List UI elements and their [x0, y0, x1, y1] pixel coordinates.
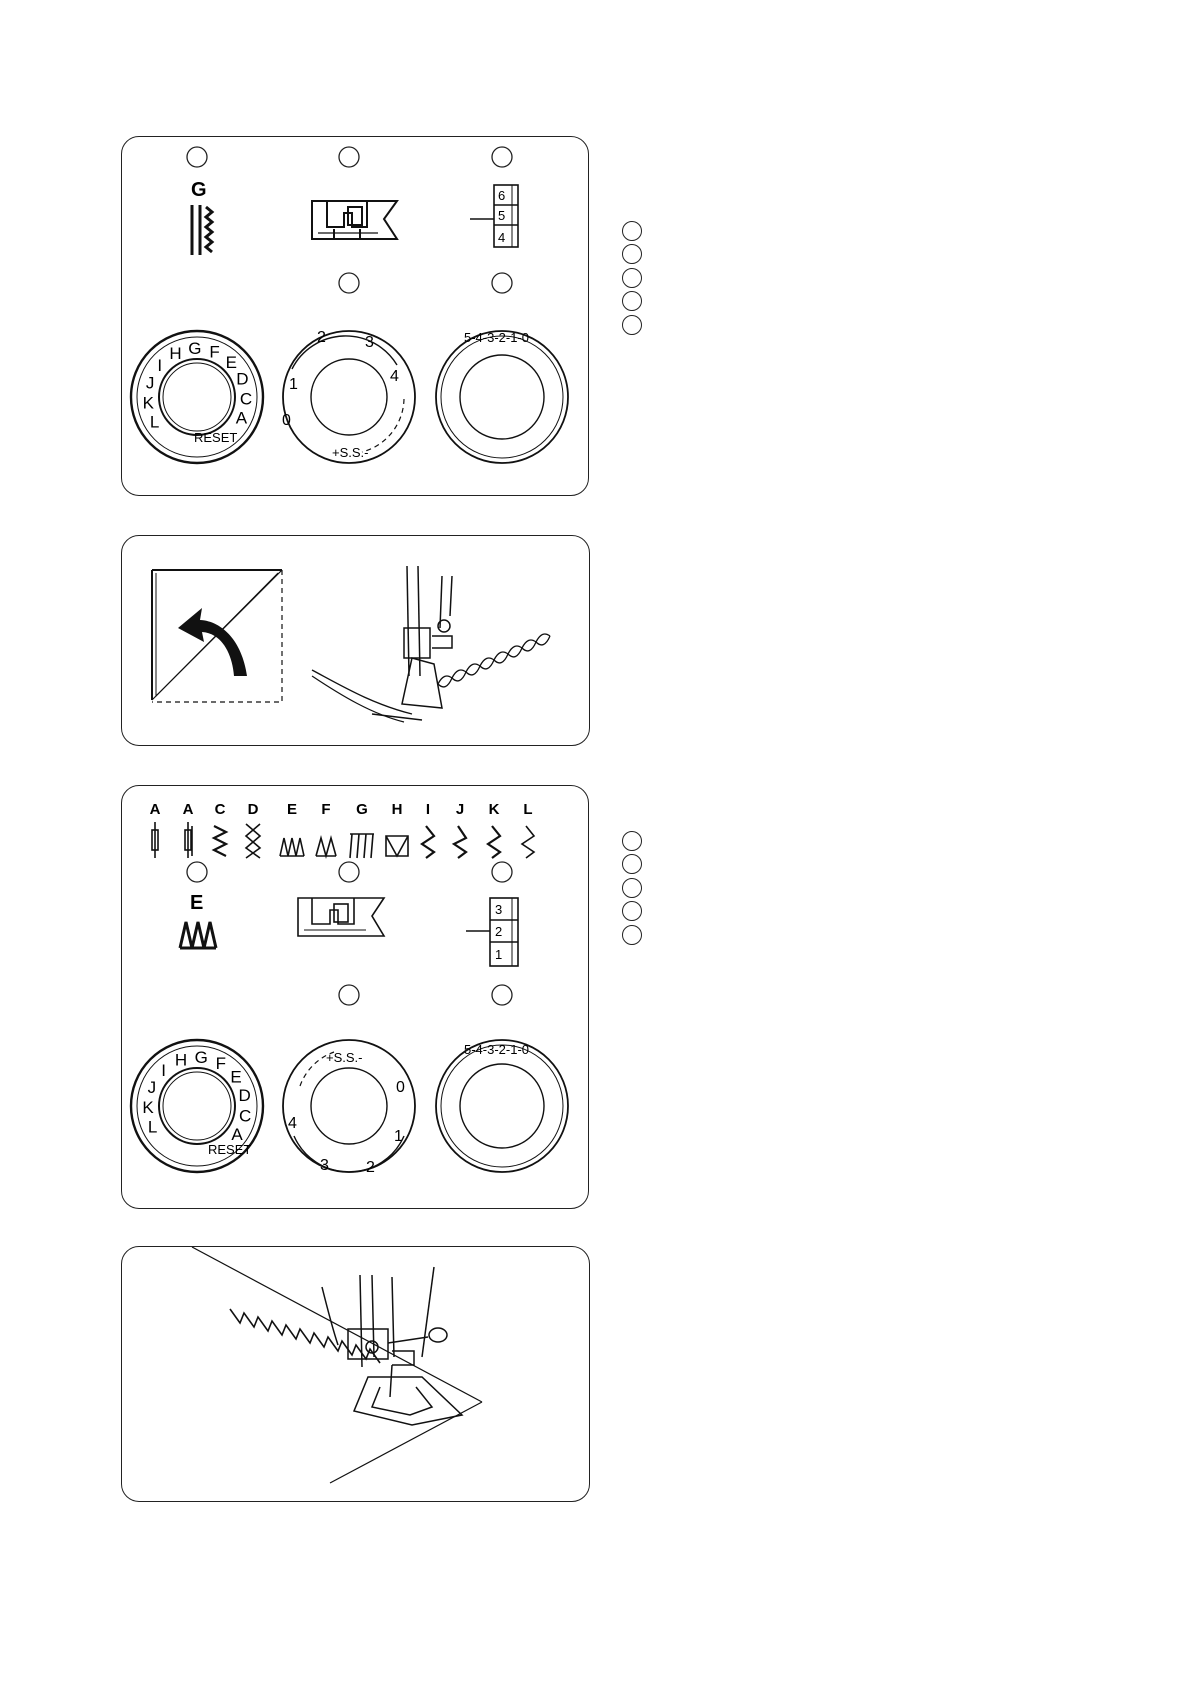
stitch-width-dial	[283, 331, 415, 463]
legend-circle	[622, 901, 642, 921]
callout-circle	[339, 862, 359, 882]
overlock-stitch-icon	[522, 826, 534, 858]
shell-stitch-icon	[280, 838, 304, 856]
pattern-dial-letter: H	[174, 1050, 188, 1070]
panel1-illustration	[122, 137, 590, 497]
width-mark: 2	[366, 1159, 375, 1176]
tension-scale-icon	[470, 185, 518, 247]
legend-circle	[622, 925, 642, 945]
stitch-icons-row	[152, 822, 534, 858]
stitch-letter: J	[455, 801, 465, 818]
pattern-dial-letter: L	[147, 1117, 158, 1137]
stitch-length-dial	[436, 331, 568, 463]
stitch-letter: I	[425, 801, 431, 818]
pattern-dial-letter: C	[238, 1106, 252, 1126]
legend-callouts-2	[622, 831, 642, 948]
legend-callouts-1	[622, 221, 642, 338]
presser-foot-sewing-icon	[312, 566, 452, 722]
pattern-dial-letter: I	[157, 356, 163, 376]
callout-circle	[339, 985, 359, 1005]
settings-panel-blindhem	[121, 136, 589, 496]
width-mark: 4	[390, 368, 399, 385]
tension-scale-icon	[466, 898, 518, 966]
width-mark: 2	[317, 329, 326, 346]
pattern-dial-letter: F	[215, 1054, 226, 1074]
panel3-illustration	[122, 786, 590, 1210]
stitch-letter: K	[488, 801, 500, 818]
shell-stitch-selected-icon	[180, 922, 216, 948]
selected-pattern-letter: G	[191, 179, 207, 201]
fold-direction-arrow-icon	[178, 608, 247, 676]
panel2-illustration	[122, 536, 591, 747]
callout-circle	[187, 147, 207, 167]
stitch-letter: D	[247, 801, 259, 818]
stitch-letter: H	[391, 801, 403, 818]
width-mark: 3	[320, 1157, 329, 1174]
pattern-dial-letter: G	[194, 1048, 208, 1068]
zigzag-stitch-icon	[214, 826, 226, 856]
straight-stitch-icon	[185, 822, 192, 858]
callout-circle	[339, 273, 359, 293]
legend-circle	[622, 244, 642, 264]
width-ss-label: +S.S.-	[326, 1050, 363, 1065]
legend-circle	[622, 221, 642, 241]
pattern-dial-letter: C	[239, 389, 253, 409]
stitch-letter: A	[149, 801, 161, 818]
legend-circle	[622, 831, 642, 851]
tension-mark: 2	[495, 924, 503, 939]
presser-foot-icon	[298, 898, 384, 936]
pattern-dial-letter: A	[231, 1125, 243, 1145]
stitch-letter: C	[214, 801, 226, 818]
callout-circle	[492, 273, 512, 293]
pattern-dial-reset: RESET	[208, 1142, 252, 1157]
panel4-illustration	[122, 1247, 591, 1503]
legend-circle	[622, 268, 642, 288]
stitch-letter-row	[150, 801, 533, 818]
callout-circle	[492, 985, 512, 1005]
pattern-dial-letter: D	[236, 369, 249, 389]
triangle-stitch-icon	[316, 838, 336, 856]
pattern-dial-letter: E	[225, 353, 237, 373]
callout-circle	[187, 862, 207, 882]
tension-mark: 4	[498, 230, 506, 245]
callout-circle	[492, 147, 512, 167]
tension-mark: 1	[495, 947, 503, 962]
pattern-dial-letter: E	[230, 1067, 242, 1087]
settings-panel-shell-tuck	[121, 785, 589, 1209]
length-scale-label: 5-4-3-2-1-0	[464, 330, 530, 345]
callout-circle	[339, 147, 359, 167]
presser-foot-icon	[312, 201, 397, 239]
length-scale-label: 5-4-3-2-1-0	[464, 1042, 530, 1057]
pattern-dial-letter: L	[149, 412, 160, 432]
feather-stitch-icon	[488, 826, 500, 858]
width-mark: 1	[289, 376, 298, 393]
legend-circle	[622, 878, 642, 898]
cross-stitch-icon	[246, 824, 260, 858]
tension-mark: 5	[498, 208, 506, 223]
box-stitch-icon	[386, 836, 408, 856]
pattern-dial-letter: H	[169, 344, 182, 363]
selected-pattern-letter: E	[190, 892, 204, 914]
pattern-dial-letter: K	[142, 1097, 154, 1117]
pattern-dial-letters	[143, 339, 253, 432]
pattern-dial-reset: RESET	[194, 430, 238, 445]
blindhem-stitch-icon	[350, 834, 374, 858]
pattern-dial-letter: G	[188, 339, 202, 358]
pattern-dial-letter: D	[238, 1086, 251, 1105]
blindhem-stitch-icon	[192, 205, 212, 255]
presser-foot-sewing-icon	[322, 1267, 462, 1425]
stitch-letter: G	[356, 801, 368, 818]
legend-circle	[622, 854, 642, 874]
stitch-letter: A	[182, 801, 194, 818]
width-mark: 1	[394, 1128, 403, 1145]
pattern-dial-letter: A	[235, 408, 248, 428]
tension-mark: 6	[498, 188, 506, 203]
pattern-dial-letter: J	[147, 1077, 157, 1097]
pattern-dial-letter: I	[161, 1061, 166, 1081]
pattern-dial-letters	[142, 1048, 251, 1144]
legend-circle	[622, 315, 642, 335]
stitch-length-dial	[436, 1040, 568, 1172]
straight-stitch-icon	[152, 822, 158, 858]
tension-mark: 3	[495, 902, 503, 917]
width-mark: 0	[282, 412, 291, 429]
width-mark: 3	[365, 334, 374, 351]
fabric-edge-lines	[192, 1247, 482, 1483]
width-ss-label: +S.S.-	[332, 445, 369, 460]
stitch-letter: F	[321, 801, 331, 818]
stitch-letter: E	[286, 801, 298, 818]
pattern-dial-letter: K	[142, 393, 154, 413]
width-mark: 4	[288, 1115, 297, 1132]
illustration-panel-shell-edge	[121, 1246, 590, 1502]
illustration-panel-shell-tuck	[121, 535, 590, 746]
rickrack-stitch-icon	[422, 826, 434, 858]
pattern-dial-letter: F	[209, 342, 220, 362]
ric-stitch-icon	[454, 826, 466, 858]
legend-circle	[622, 291, 642, 311]
width-mark: 0	[396, 1079, 405, 1096]
callout-circle	[492, 862, 512, 882]
stitch-letter: L	[523, 801, 533, 818]
shell-tuck-scallops	[438, 634, 550, 687]
pattern-dial-letter: J	[145, 373, 155, 393]
